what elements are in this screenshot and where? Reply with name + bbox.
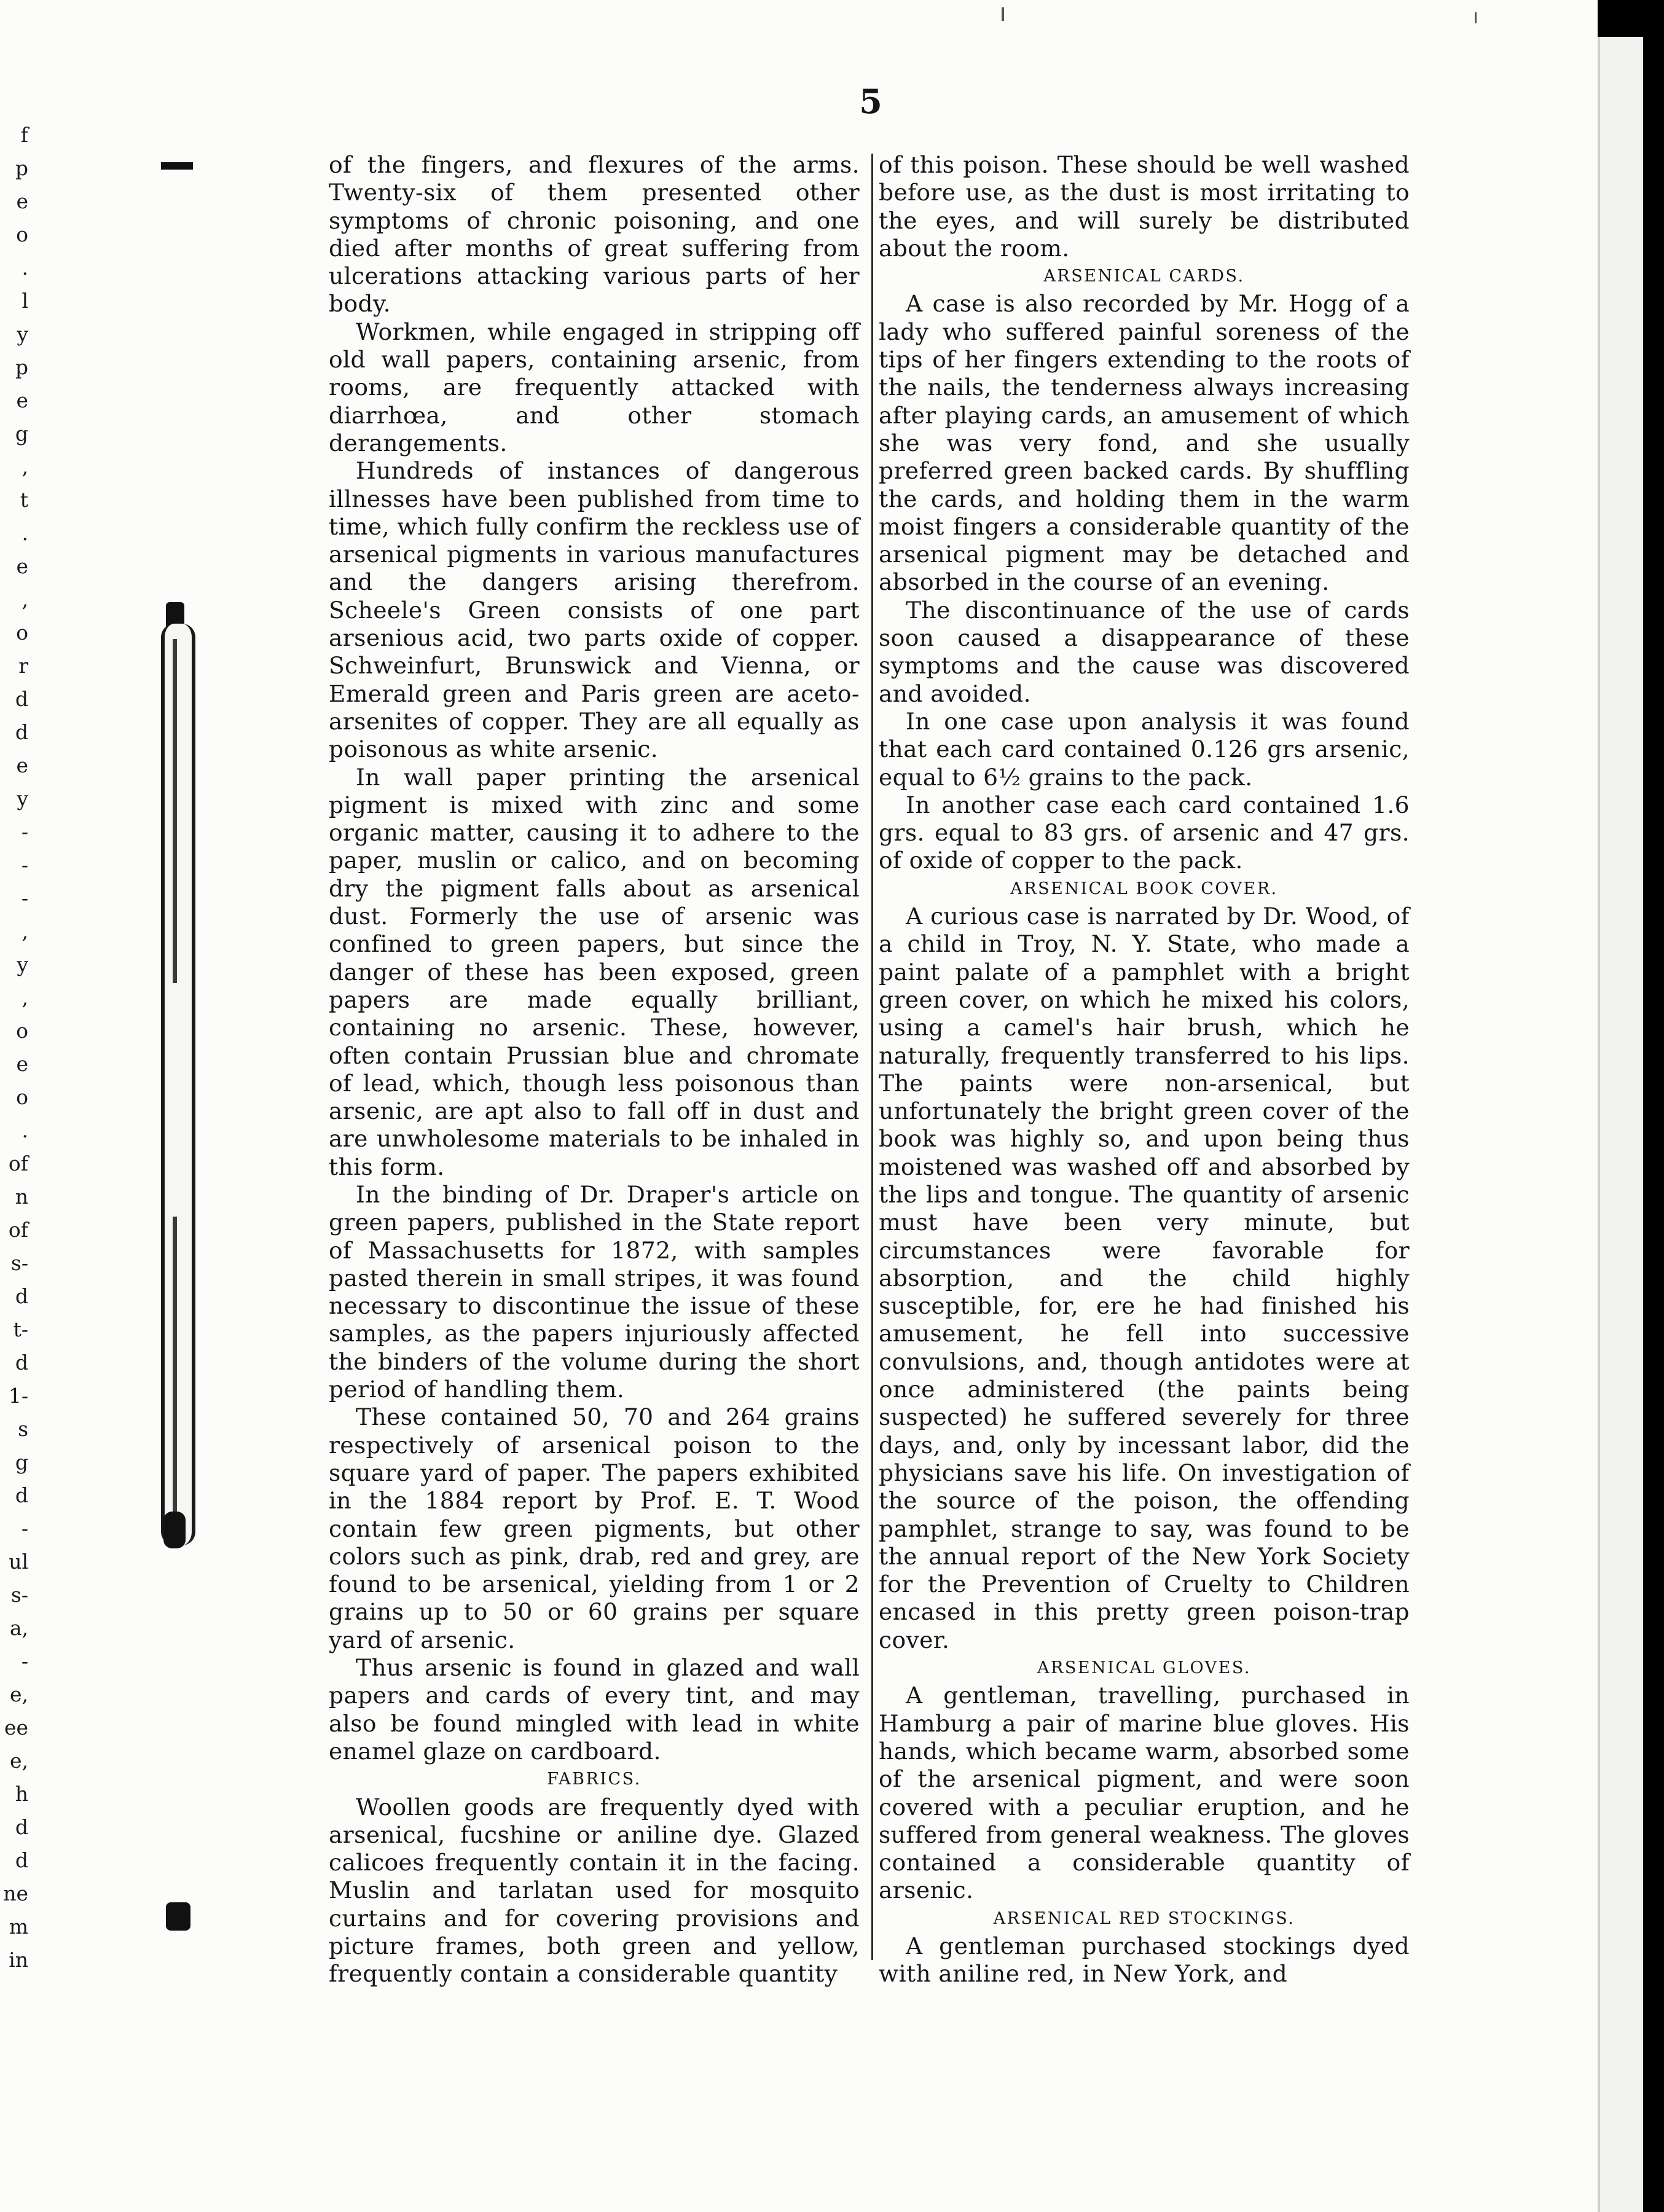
edge-fragment: h <box>15 1782 28 1806</box>
edge-fragment: of <box>8 1218 28 1242</box>
edge-fragment: g <box>15 422 28 445</box>
section-heading: ARSENICAL GLOVES. <box>1037 1658 1251 1678</box>
edge-fragment: o <box>16 621 28 645</box>
page-number: 5 <box>859 82 882 121</box>
edge-fragment: d <box>15 1848 28 1872</box>
edge-fragment: . <box>22 256 28 280</box>
edge-fragment: s- <box>10 1251 28 1275</box>
paragraph: Workmen, while engaged in stripping off old wall papers, containing arsenic, from rooms, are frequently attacked with diarrhœa, and other stomach derangements. <box>329 318 860 457</box>
edge-fragment: e, <box>9 1682 28 1706</box>
paragraph: In another case each card contained 1.6 grs. equal to 83 grs. of arsenic and 47 grs. of oxide of copper to the pack. <box>879 791 1410 874</box>
back-page-edge <box>1598 37 1643 2212</box>
edge-fragment: in <box>9 1948 28 1972</box>
edge-fragment: ee <box>4 1716 28 1739</box>
paragraph: A gentleman purchased stockings dyed with aniline red, in New York, and <box>879 1932 1410 1988</box>
edge-fragment: e <box>16 388 28 412</box>
paragraph: Hundreds of instances of dangerous illnesses have been published from time to time, which fully confirm the reckless use of arsenical pigments in various manufactures and the dangers arising therefrom. Scheele's Green consists of one part arsenious acid, two parts oxide of copper. Schweinfurt, Brunswick and Vienna, or Emerald green and Paris green are aceto-arsenites of copper. They are all equally as poisonous as white arsenic. <box>329 457 860 763</box>
section-heading: ARSENICAL RED STOCKINGS. <box>993 1908 1295 1928</box>
binding-mark-bottom <box>166 1902 190 1931</box>
crease-line-lower <box>173 1217 177 1536</box>
edge-fragment: p <box>15 355 28 379</box>
edge-fragment: g <box>15 1450 28 1474</box>
edge-fragment: d <box>15 1483 28 1507</box>
edge-fragment: n <box>15 1185 28 1209</box>
paragraph: In one case upon analysis it was found that each card contained 0.126 grs arsenic, equal to 6½ grains to the pack. <box>879 707 1410 791</box>
edge-fragment: o <box>16 1019 28 1043</box>
section-heading: ARSENICAL CARDS. <box>1043 267 1245 286</box>
section-heading: ARSENICAL BOOK COVER. <box>1010 879 1278 898</box>
crease-line-upper <box>173 639 177 983</box>
paragraph: of this poison. These should be well washed before use, as the dust is most irritating to the eyes, and will surely be distributed about the room. <box>879 151 1410 262</box>
edge-fragment: 1- <box>8 1384 28 1408</box>
edge-fragment: - <box>21 853 28 877</box>
edge-fragment: - <box>21 820 28 844</box>
edge-fragment: of <box>8 1151 28 1175</box>
edge-fragment: s <box>18 1417 28 1441</box>
edge-fragment: y <box>17 322 28 346</box>
edge-fragment: r <box>18 654 28 678</box>
edge-fragment: , <box>22 587 28 611</box>
paragraph: of the fingers, and flexures of the arms. Twenty-six of them presented other symptoms of chronic poisoning, and one died after months of great suffering from ulcerations attacking various parts of her body. <box>329 151 860 318</box>
right-column <box>879 151 1410 1988</box>
paragraph: Thus arsenic is found in glazed and wall papers and cards of every tint, and may also be found mingled with lead in white enamel glaze on cardboard. <box>329 1654 860 1765</box>
edge-fragment: d <box>15 1351 28 1375</box>
paragraph: A gentleman, travelling, purchased in Hamburg a pair of marine blue gloves. His hands, which became warm, absorbed some of the arsenical pigment, and were soon covered with a peculiar eruption, and he suffered from general weakness. The gloves contained a considerable quantity of arsenic. <box>879 1682 1410 1904</box>
edge-fragment: e, <box>9 1749 28 1773</box>
left-column <box>329 151 860 1988</box>
edge-fragment: . <box>22 521 28 545</box>
edge-fragment: s- <box>10 1583 28 1607</box>
edge-fragment: - <box>21 1516 28 1540</box>
edge-fragment: d <box>15 1284 28 1308</box>
paragraph: In the binding of Dr. Draper's article on green papers, published in the State report of Massachusetts for 1872, with samples pasted therein in small stripes, it was found necessary to discontinue the issue of these samples, as the papers injuriously affected the binders of the volume during the short period of handling them. <box>329 1180 860 1403</box>
paragraph: A case is also recorded by Mr. Hogg of a lady who suffered painful soreness of the tips of her fingers extending to the roots of the nails, the tenderness always increasing after playing cards, an amusement of which she was very fond, and she usually preferred green backed cards. By shuffling the cards, and holding them in the warm moist fingers a considerable quantity of the arsenical pigment may be detached and absorbed in the course of an evening. <box>879 290 1410 596</box>
edge-fragment: f <box>20 123 28 147</box>
edge-fragment: l <box>22 289 28 313</box>
edge-fragment: - <box>21 886 28 910</box>
paragraph: The discontinuance of the use of cards soon caused a disappearance of these symptoms and the cause was discovered and avoided. <box>879 596 1410 707</box>
edge-fragment: e <box>16 189 28 213</box>
scan-artifact <box>1475 12 1477 23</box>
edge-fragment: , <box>22 455 28 479</box>
scan-artifact <box>1002 7 1004 21</box>
edge-fragment: e <box>16 554 28 578</box>
edge-fragment: ne <box>3 1881 28 1905</box>
edge-fragment: t <box>20 488 28 512</box>
edge-fragment: . <box>22 1118 28 1142</box>
adjacent-page-edge-text <box>0 0 31 2212</box>
edge-fragment: m <box>9 1915 28 1939</box>
edge-fragment: e <box>16 753 28 777</box>
edge-fragment: p <box>15 156 28 180</box>
paragraph: Woollen goods are frequently dyed with arsenical, fucshine or aniline dye. Glazed calicoes frequently contain it in the facing. Muslin and tarlatan used for mosquito curtains and for covering provisions and picture frames, both green and yellow, frequently contain a considerable quantity <box>329 1793 860 1988</box>
edge-fragment: t- <box>13 1317 28 1341</box>
binding-stitch <box>161 624 195 1545</box>
edge-fragment: o <box>16 222 28 246</box>
paragraph: A curious case is narrated by Dr. Wood, of a child in Troy, N. Y. State, who made a paint palate of a pamphlet with a bright green cover, on which he mixed his colors, using a camel's hair brush, which he naturally, frequently transferred to his lips. The paints were non-arsenical, but unfortunately the bright green cover of the book was highly so, and upon being thus moistened was washed off and absorbed by the lips and tongue. The quantity of arsenic must have been very minute, but circumstances were favorable for absorption, and the child highly susceptible, for, ere he had finished his amusement, he fell into successive convulsions, and, though antidotes were at once administered (the paints being suspected) he suffered severely for three days, and, only by incessant labor, did the physicians save his life. On investigation of the source of the poison, the offending pamphlet, strange to say, was found to be the annual report of the New York Society for the Prevention of Cruelty to Children encased in this pretty green poison-trap cover. <box>879 903 1410 1653</box>
edge-fragment: a, <box>9 1616 28 1640</box>
edge-fragment: o <box>16 1085 28 1109</box>
edge-fragment: y <box>17 786 28 810</box>
edge-fragment: , <box>22 919 28 943</box>
binding-mark-knot <box>163 1512 186 1548</box>
edge-fragment: y <box>17 952 28 976</box>
edge-fragment: ul <box>9 1550 28 1574</box>
edge-fragment: d <box>15 687 28 711</box>
paragraph: In wall paper printing the arsenical pigment is mixed with zinc and some organic matter, causing it to adhere to the paper, muslin or calico, and on becoming dry the pigment falls about as arsenical dust. Formerly the use of arsenic was confined to green papers, but since the danger of these has been exposed, green papers are made equally brilliant, containing no arsenic. These, however, often contain Prussian blue and chromate of lead, which, though less poisonous than arsenic, are apt also to fall off in dust and are unwholesome materials to be inhaled in this form. <box>329 763 860 1180</box>
edge-fragment: d <box>15 720 28 744</box>
edge-fragment: , <box>22 986 28 1010</box>
section-heading: FABRICS. <box>547 1770 642 1789</box>
column-divider <box>871 154 873 1960</box>
edge-fragment: - <box>21 1649 28 1673</box>
binding-mark-top <box>161 162 193 170</box>
edge-fragment: e <box>16 1052 28 1076</box>
paragraph: These contained 50, 70 and 264 grains respectively of arsenical poison to the square yard of paper. The papers exhibited in the 1884 report by Prof. E. T. Wood contain few green pigments, but other colors such as pink, drab, red and grey, are found to be arsenical, yielding from 1 or 2 grains up to 50 or 60 grains per square yard of arsenic. <box>329 1403 860 1653</box>
edge-fragment: d <box>15 1815 28 1839</box>
